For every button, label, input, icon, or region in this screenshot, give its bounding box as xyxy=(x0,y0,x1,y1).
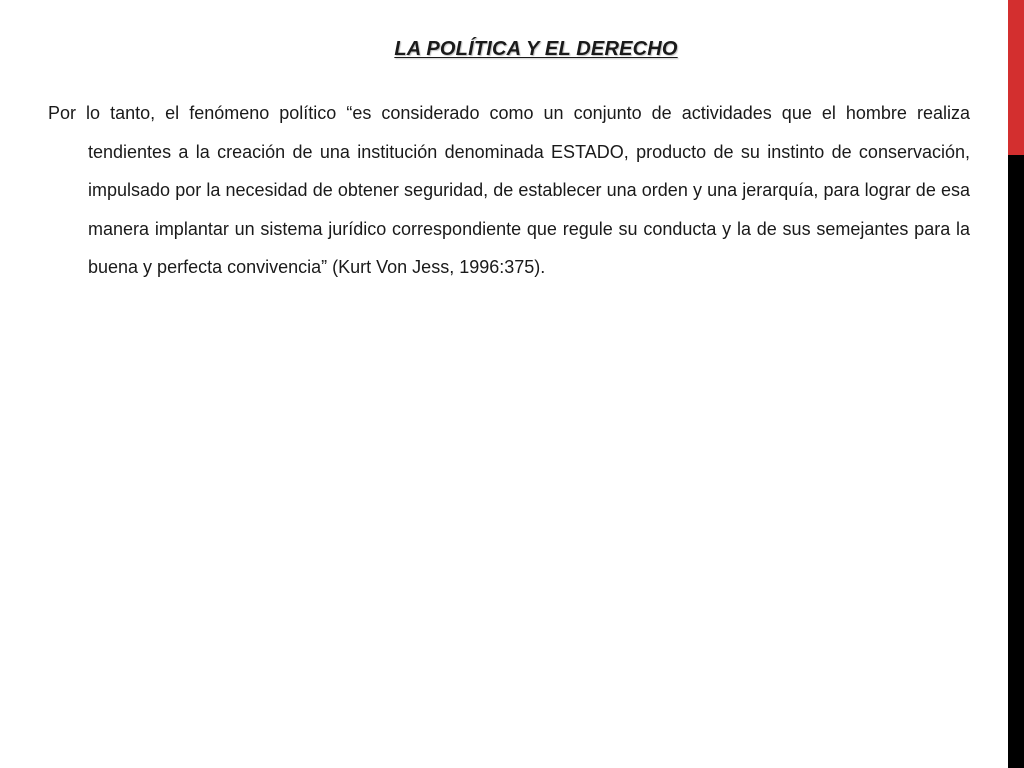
accent-bar-black xyxy=(1008,155,1024,768)
slide-title: LA POLÍTICA Y EL DERECHO xyxy=(394,38,678,60)
accent-bar-red xyxy=(1008,0,1024,155)
body-paragraph: Por lo tanto, el fenómeno político “es considerado como un conjunto de actividades que el hombre realiza tendientes a la creación de una institución denominada ESTADO, producto de su instinto de conservación, impulsado por la necesidad de obtener seguridad, de establecer una orden y una jerarquía, para lograr de esa manera implantar un sistema jurídico correspondiente que regule su conducta y la de sus semejantes para la buena y perfecta convivencia” (Kurt Von Jess, 1996:375). xyxy=(48,103,970,277)
